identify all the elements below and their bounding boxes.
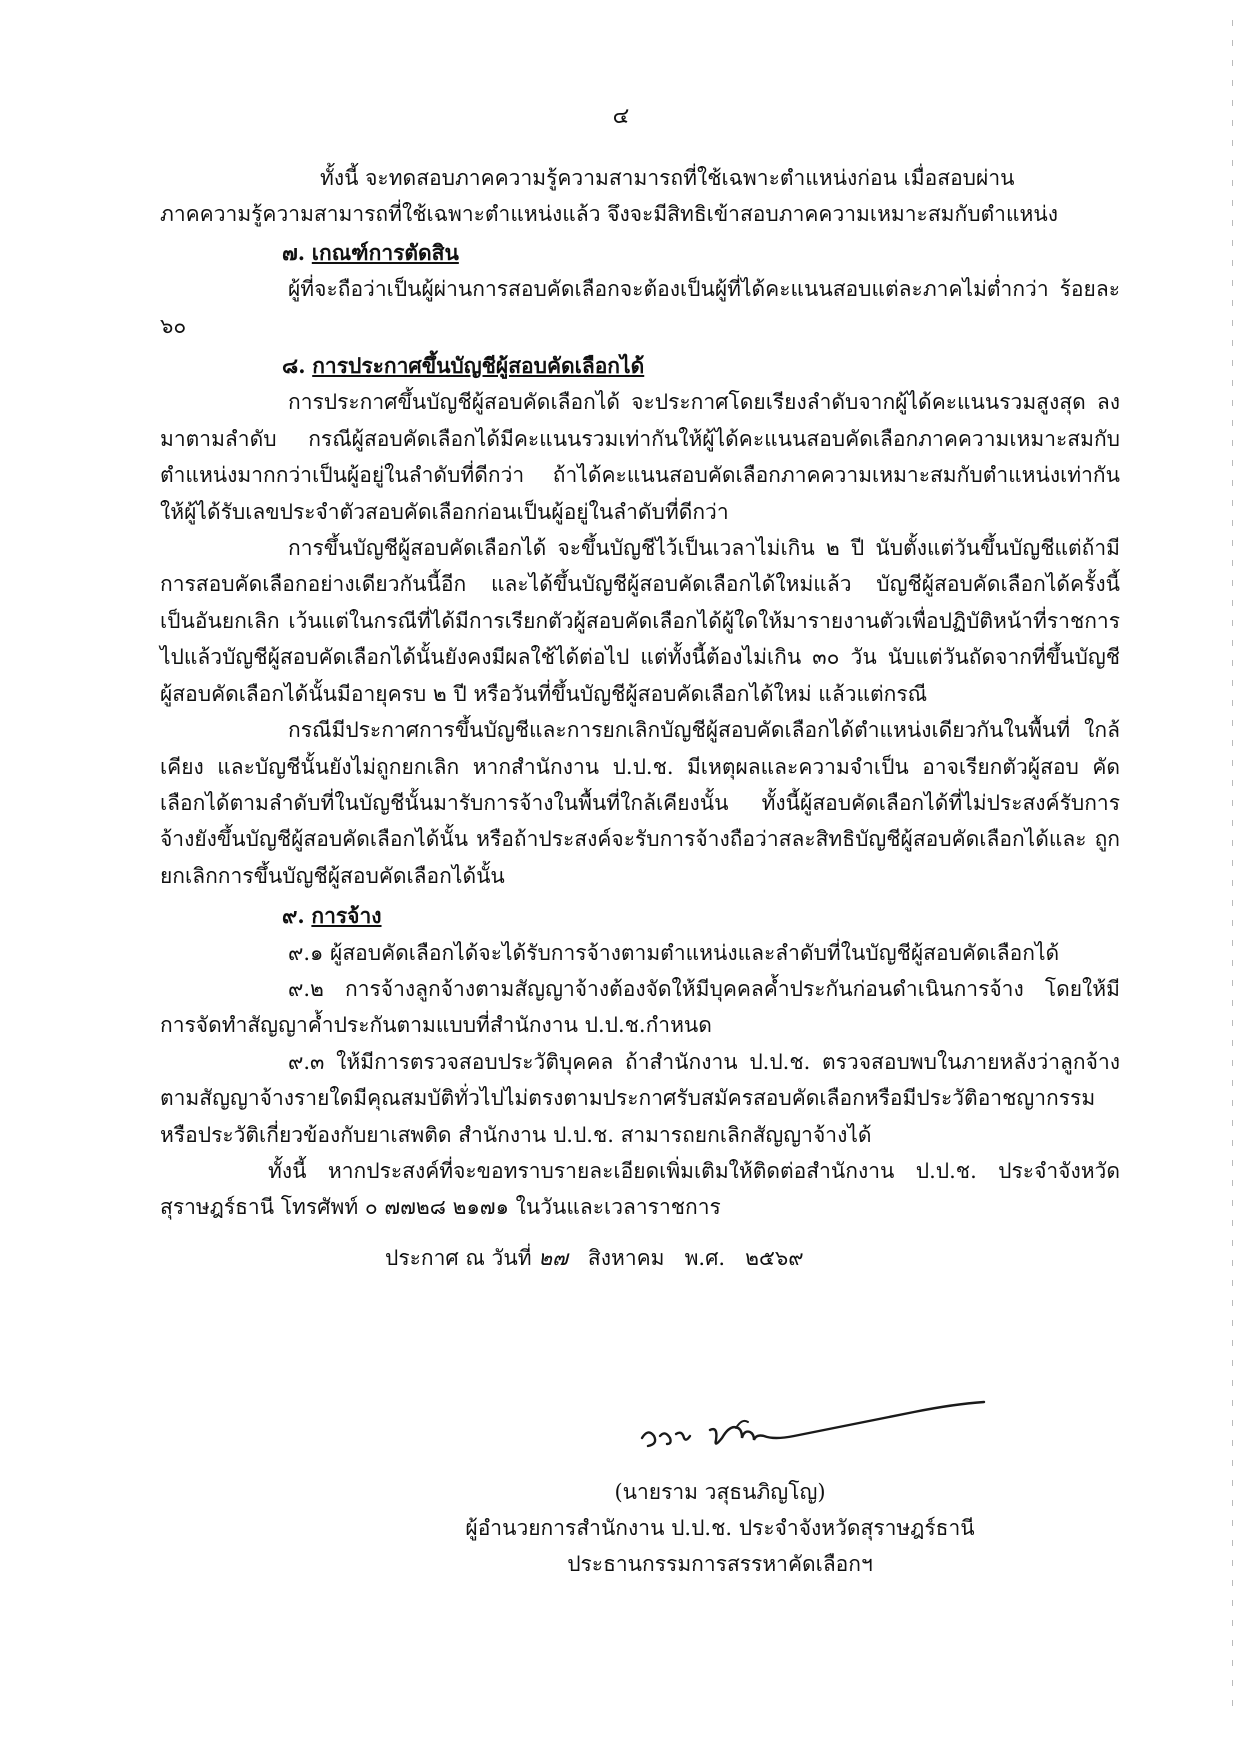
closing-paragraph: ทั้งนี้ หากประสงค์ที่จะขอทราบรายละเอียดเพิ่มเติมให้ติดต่อสำนักงาน ป.ป.ช. ประจำจังหวัด สุราษฎร์ธานี โทรศัพท์ ๐ ๗๗๒๘ ๒๑๗๑ ในวันและเวลาราชการ <box>160 1158 1120 1220</box>
document-body <box>160 160 1120 1276</box>
section-8-number: ๘. <box>282 353 306 379</box>
section-9-title: การจ้าง <box>311 903 382 929</box>
section-7-title: เกณฑ์การตัดสิน <box>311 239 459 265</box>
section-9-heading <box>160 898 1120 934</box>
announcement-date <box>160 1240 1120 1276</box>
section-9-item-3: ๙.๓ ให้มีการตรวจสอบประวัติบุคคล ถ้าสำนักงาน ป.ป.ช. ตรวจสอบพบในภายหลังว่าลูกจ้าง ตามสัญญาจ้างรายใดมีคุณสมบัติทั่วไปไม่ตรงตามประกาศรับสมัครสอบคัดเลือกหรือมีประวัติอาชญากรรม หรือประวัติเกี่ยวข้องกับยาเสพติด สำนักงาน ป.ป.ช. สามารถยกเลิกสัญญาจ้างได้ <box>160 1049 1120 1147</box>
section-9-number: ๙. <box>282 903 305 929</box>
section-7-number: ๗. <box>282 239 306 265</box>
signer-name: (นายราม วสุธนภิญโญ) <box>614 1480 826 1504</box>
announcement-day: ๒๗ <box>538 1245 568 1270</box>
section-9-item-1: ๙.๑ ผู้สอบคัดเลือกได้จะได้รับการจ้างตามตำแหน่งและลำดับที่ในบัญชีผู้สอบคัดเลือกได้ <box>288 940 1060 965</box>
section-8-heading <box>160 348 1120 384</box>
signer-role: ประธานกรรมการสรรหาคัดเลือกฯ <box>567 1552 873 1576</box>
section-8-title: การประกาศขึ้นบัญชีผู้สอบคัดเลือกได้ <box>312 353 645 379</box>
handwritten-signature <box>640 1388 1000 1463</box>
section-9-item-2: ๙.๒ การจ้างลูกจ้างตามสัญญาจ้างต้องจัดให้มีบุคคลค้ำประกันก่อนดำเนินการจ้าง โดยให้มี การจัดทำสัญญาค้ำประกันตามแบบที่สำนักงาน ป.ป.ช.กำหนด <box>160 976 1120 1038</box>
section-8-para-2: การขึ้นบัญชีผู้สอบคัดเลือกได้ จะขึ้นบัญชีไว้เป็นเวลาไม่เกิน ๒ ปี นับตั้งแต่วันขึ้นบัญชีแต่ถ้ามี การสอบคัดเลือกอย่างเดียวกันนี้อีก และได้ขึ้นบัญชีผู้สอบคัดเลือกได้ใหม่แล้ว บัญชีผู้สอบคัดเลือกได้ครั้งนี้ เป็นอันยกเลิก เว้นแต่ในกรณีที่ได้มีการเรียกตัวผู้สอบคัดเลือกได้ผู้ใดให้มารายงานตัวเพื่อปฏิบัติหน้าที่ราชการ ไปแล้วบัญชีผู้สอบคัดเลือกได้นั้นยังคงมีผลใช้ได้ต่อไป แต่ทั้งนี้ต้องไม่เกิน ๓๐ วัน นับแต่วันถัดจากที่ขึ้นบัญชี ผู้สอบคัดเลือกได้นั้นมีอายุครบ ๒ ปี หรือวันที่ขึ้นบัญชีผู้สอบคัดเลือกได้ใหม่ แล้วแต่กรณี <box>160 536 1120 706</box>
section-7-heading <box>160 235 1120 271</box>
signer-block <box>420 1474 1020 1582</box>
scan-edge-artifact <box>1231 20 1234 1720</box>
intro-line-1: ทั้งนี้ จะทดสอบภาคความรู้ความสามารถที่ใช้เฉพาะตำแหน่งก่อน เมื่อสอบผ่าน <box>320 166 1015 190</box>
section-8-para-3: กรณีมีประกาศการขึ้นบัญชีและการยกเลิกบัญชีผู้สอบคัดเลือกได้ตำแหน่งเดียวกันในพื้นที่ ใกล้เคียง และบัญชีนั้นยังไม่ถูกยกเลิก หากสำนักงาน ป.ป.ช. มีเหตุผลและความจำเป็น อาจเรียกตัวผู้สอบ คัดเลือกได้ตามลำดับที่ในบัญชีนั้นมารับการจ้างในพื้นที่ใกล้เคียงนั้น ทั้งนี้ผู้สอบคัดเลือกได้ที่ไม่ประสงค์รับการ จ้างยังขึ้นบัญชีผู้สอบคัดเลือกได้นั้น หรือถ้าประสงค์จะรับการจ้างถือว่าสละสิทธิบัญชีผู้สอบคัดเลือกได้และ ถูกยกเลิกการขึ้นบัญชีผู้สอบคัดเลือกได้นั้น <box>160 718 1120 888</box>
page-number: ๔ <box>612 104 630 129</box>
section-7-para-1: ผู้ที่จะถือว่าเป็นผู้ผ่านการสอบคัดเลือกจะต้องเป็นผู้ที่ได้คะแนนสอบแต่ละภาคไม่ต่ำกว่า ร้อยละ ๖๐ <box>160 277 1120 338</box>
announcement-month: สิงหาคม <box>587 1245 665 1270</box>
section-8-para-1: การประกาศขึ้นบัญชีผู้สอบคัดเลือกได้ จะประกาศโดยเรียงลำดับจากผู้ได้คะแนนรวมสูงสุด ลงมาตามลำดับ กรณีผู้สอบคัดเลือกได้มีคะแนนรวมเท่ากันให้ผู้ได้คะแนนสอบคัดเลือกภาคความเหมาะสมกับตำแหน่งมากกว่าเป็นผู้อยู่ในลำดับที่ดีกว่า ถ้าได้คะแนนสอบคัดเลือกภาคความเหมาะสมกับตำแหน่งเท่ากัน ให้ผู้ได้รับเลขประจำตัวสอบคัดเลือกก่อนเป็นผู้อยู่ในลำดับที่ดีกว่า <box>160 390 1120 524</box>
signer-position: ผู้อำนวยการสำนักงาน ป.ป.ช. ประจำจังหวัดสุราษฎร์ธานี <box>465 1516 975 1540</box>
intro-line-2: ภาคความรู้ความสามารถที่ใช้เฉพาะตำแหน่งแล้ว จึงจะมีสิทธิเข้าสอบภาคความเหมาะสมกับตำแหน่ง <box>160 202 1058 227</box>
announcement-era: พ.ศ. <box>684 1245 726 1270</box>
announcement-year: ๒๕๖๙ <box>745 1245 804 1270</box>
announcement-prefix: ประกาศ ณ วันที่ <box>385 1245 532 1270</box>
